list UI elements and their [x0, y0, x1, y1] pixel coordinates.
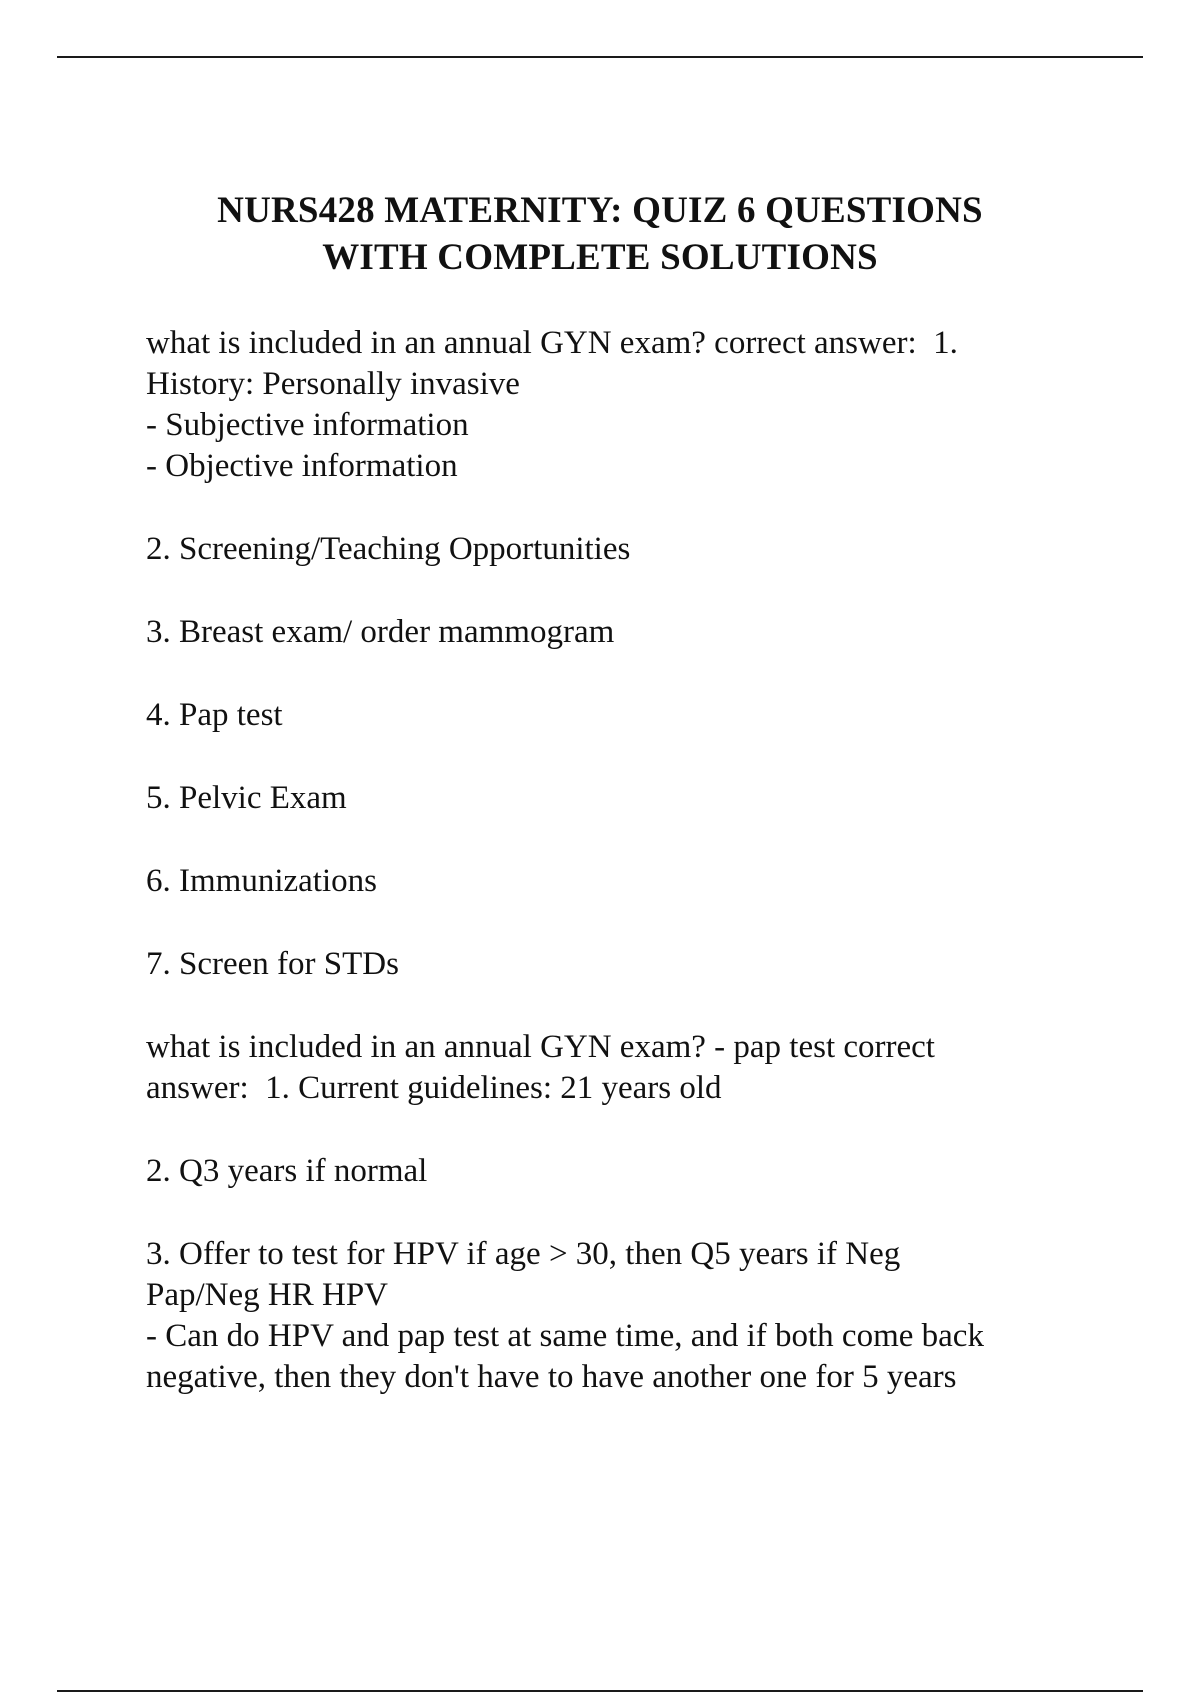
text-line: negative, then they don't have to have another one for 5 years	[146, 1359, 957, 1395]
text-line: answer: 1. Current guidelines: 21 years old	[146, 1070, 722, 1106]
question-block	[146, 323, 1086, 487]
document-body	[146, 323, 1086, 1398]
bottom-rule	[57, 1690, 1143, 1692]
text-line: 3. Offer to test for HPV if age > 30, then Q5 years if Neg	[146, 1236, 901, 1272]
text-line: - Subjective information	[146, 407, 469, 443]
text-line: 6. Immunizations	[146, 863, 377, 899]
answer-item	[146, 695, 1086, 736]
answer-item	[146, 1234, 1086, 1398]
title-line-2: WITH COMPLETE SOLUTIONS	[322, 237, 878, 278]
text-line: Pap/Neg HR HPV	[146, 1277, 389, 1313]
title-line-1: NURS428 MATERNITY: QUIZ 6 QUESTIONS	[217, 190, 983, 231]
text-line: 7. Screen for STDs	[146, 946, 399, 982]
document-title	[0, 187, 1200, 281]
top-rule	[57, 56, 1143, 58]
answer-item	[146, 1151, 1086, 1192]
answer-item	[146, 861, 1086, 902]
answer-item	[146, 944, 1086, 985]
text-line: 4. Pap test	[146, 697, 283, 733]
text-line: 5. Pelvic Exam	[146, 780, 347, 816]
text-line: what is included in an annual GYN exam? - pap test correct	[146, 1029, 935, 1065]
text-line: what is included in an annual GYN exam? correct answer: 1.	[146, 325, 958, 361]
text-line: 3. Breast exam/ order mammogram	[146, 614, 615, 650]
text-line: 2. Screening/Teaching Opportunities	[146, 531, 631, 567]
text-line: 2. Q3 years if normal	[146, 1153, 428, 1189]
answer-item	[146, 612, 1086, 653]
text-line: History: Personally invasive	[146, 366, 520, 402]
text-line: - Can do HPV and pap test at same time, and if both come back	[146, 1318, 984, 1354]
answer-item	[146, 778, 1086, 819]
question-block	[146, 1027, 1086, 1109]
text-line: - Objective information	[146, 448, 458, 484]
answer-item	[146, 529, 1086, 570]
